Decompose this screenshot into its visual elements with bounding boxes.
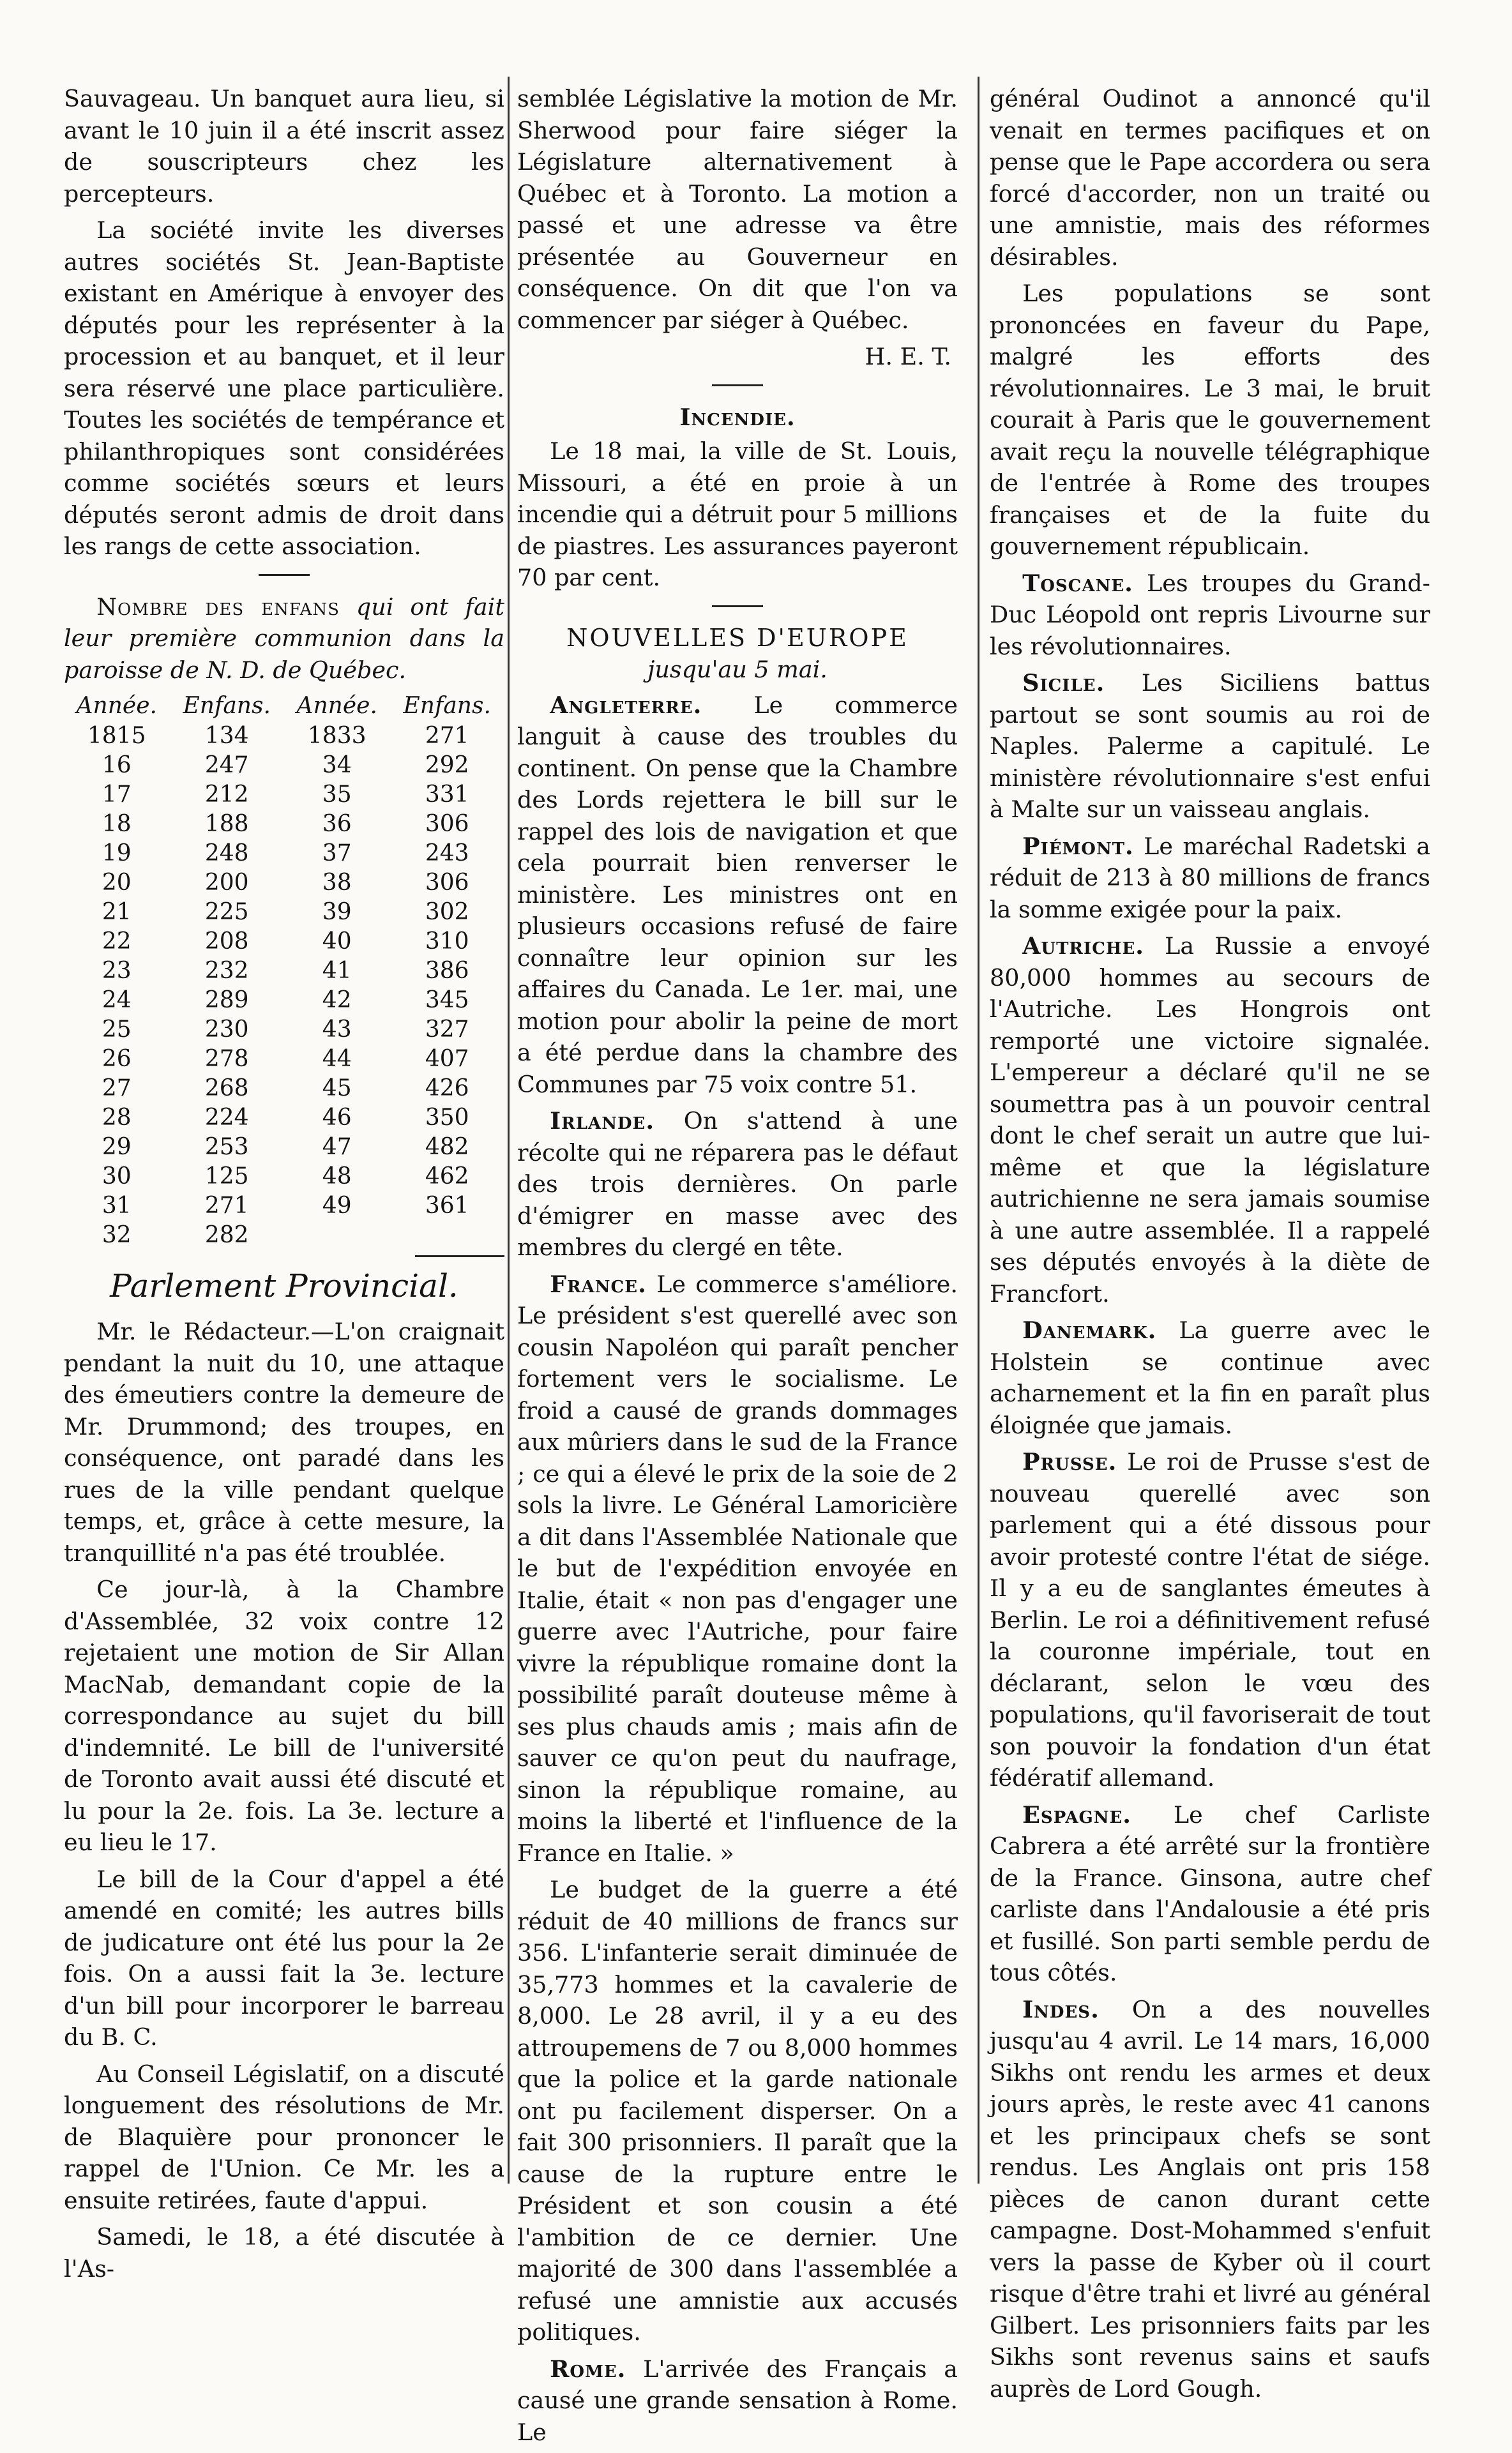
separator bbox=[415, 1255, 504, 1257]
table-cell: 30 bbox=[102, 1163, 132, 1189]
table-row bbox=[64, 1162, 504, 1191]
table-row bbox=[64, 1103, 504, 1133]
table-cell: 39 bbox=[322, 899, 352, 925]
table-cell: 212 bbox=[204, 781, 249, 808]
paragraph bbox=[990, 1994, 1430, 2405]
paragraph bbox=[990, 667, 1430, 826]
table-cell: 306 bbox=[425, 870, 469, 896]
country-lead: Sicile. bbox=[1022, 669, 1105, 697]
table-cell: 125 bbox=[204, 1163, 249, 1189]
country-text: Le commerce languit à cause des troubles du continent. On pense que la Chambre des Lords rejettera le bill sur le rappel des lois de navigation et que cela pourrait bien renverser le ministère. Les ministres ont en plusieurs occasions refusé de faire connaître leur opinion sur les affaires du Canada. Le 1er. mai, une motion pour abolir la peine de mort a été perdue dans la chambre des Communes par 75 voix contre 51. bbox=[517, 691, 958, 1098]
table-cell: 25 bbox=[102, 1016, 132, 1043]
separator bbox=[712, 384, 763, 386]
paragraph: Le budget de la guerre a été réduit de 40 millions de francs sur 356. L'infanterie serait diminuée de 35,773 hommes et la cavalerie de 8,000. Le 28 avril, il y a eu des attroupemens de 7 ou 8,000 hommes que la police et la garde nationale ont pu facilement disperser. On a fait 300 prisonniers. Il paraît que la cause de la rupture entre le Président et son cousin a été l'ambition de ce dernier. Une majorité de 300 dans l'assemblée a refusé une amnistie aux accusés politiques. bbox=[517, 1876, 958, 2346]
table-header: Enfans. bbox=[183, 693, 271, 719]
table-cell: 225 bbox=[204, 899, 249, 925]
table-cell: 268 bbox=[204, 1075, 249, 1101]
table-cell: 20 bbox=[102, 870, 132, 896]
paragraph: Samedi, le 18, a été discutée à l'As- bbox=[64, 2223, 504, 2283]
table-cell: 23 bbox=[102, 958, 132, 984]
table-row bbox=[64, 751, 504, 780]
table-cell: 243 bbox=[425, 840, 469, 866]
table-row bbox=[64, 1015, 504, 1045]
table-cell: 17 bbox=[102, 781, 132, 808]
table-row bbox=[64, 956, 504, 986]
country-text: Les troupes du Grand-Duc Léopold ont repris Livourne sur les révolutionnaires. bbox=[990, 569, 1430, 660]
table-cell: 44 bbox=[322, 1046, 352, 1072]
table-cell: 482 bbox=[425, 1134, 469, 1160]
paragraph bbox=[990, 568, 1430, 663]
paragraph bbox=[990, 1446, 1430, 1794]
table-cell: 462 bbox=[425, 1163, 469, 1189]
table-cell: 271 bbox=[204, 1193, 249, 1219]
paragraph bbox=[517, 1105, 958, 1264]
table-cell: 48 bbox=[322, 1163, 352, 1189]
paragraph bbox=[990, 831, 1430, 926]
country-lead: Angleterre. bbox=[550, 691, 702, 719]
country-text: Le roi de Prusse s'est de nouveau querellé avec son parlement qui a été dissous pour avoir protesté contre l'état de siége. Il y a eu de sanglantes émeutes à Berlin. Le roi a définitivement refusé la couronne impériale, tout en déclarant, selon le vœu des populations, qu'il favoriserait de tout son pouvoir la fondation d'un état fédératif allemand. bbox=[990, 1448, 1430, 1792]
table-row bbox=[64, 927, 504, 956]
country-lead: Piémont. bbox=[1022, 832, 1134, 860]
table-cell: 37 bbox=[322, 840, 352, 866]
table-header: Enfans. bbox=[403, 693, 491, 719]
paragraph: semblée Législative la motion de Mr. Sherwood pour faire siéger la Législature alternativement à Québec et à Toronto. La motion a passé et une adresse va être présentée au Gouverneur en conséquence. On dit que l'on va commencer par siéger à Québec. bbox=[517, 85, 958, 334]
table-cell: 271 bbox=[425, 723, 469, 749]
table-cell: 28 bbox=[102, 1105, 132, 1131]
table-caption bbox=[64, 591, 504, 686]
table-cell: 35 bbox=[322, 781, 352, 808]
communion-table bbox=[64, 691, 504, 1250]
country-lead: Espagne. bbox=[1022, 1800, 1132, 1829]
table-cell: 27 bbox=[102, 1075, 132, 1101]
table-cell: 24 bbox=[102, 987, 132, 1013]
table-cell bbox=[389, 1221, 504, 1250]
country-lead: Irlande. bbox=[550, 1107, 655, 1135]
table-row bbox=[64, 898, 504, 927]
country-lead: Indes. bbox=[1022, 1995, 1100, 2023]
table-cell: 361 bbox=[425, 1193, 469, 1219]
table-header: Année. bbox=[76, 693, 157, 719]
table-cell: 426 bbox=[425, 1075, 469, 1101]
table-caption-lead: Nombre des enfans bbox=[96, 592, 340, 621]
table-row bbox=[64, 780, 504, 810]
table-cell bbox=[284, 1221, 389, 1250]
table-cell: 208 bbox=[204, 928, 249, 955]
section-heading: Incendie. bbox=[679, 403, 796, 431]
table-cell: 21 bbox=[102, 899, 132, 925]
table-cell: 43 bbox=[322, 1016, 352, 1043]
signature: H. E. T. bbox=[865, 343, 951, 370]
table-cell: 224 bbox=[204, 1105, 249, 1131]
table-cell: 310 bbox=[425, 928, 469, 955]
table-cell: 278 bbox=[204, 1046, 249, 1072]
table-cell: 1815 bbox=[87, 723, 146, 749]
table-row bbox=[64, 810, 504, 839]
table-cell: 29 bbox=[102, 1134, 132, 1160]
country-text: Le commerce s'améliore. Le président s'est querellé avec son cousin Napoléon qui paraît pencher fortement vers le socialisme. Le froid a causé de grands dommages aux mûriers dans le sud de la France ; ce qui a élevé le prix de la soie de 2 sols la livre. Le Général Lamoricière a dit dans l'Assemblée Nationale que le but de l'expédition envoyée en Italie, était « non pas d'engager une guerre avec l'Autriche, pour faire vivre la république romaine dont la possibilité paraît douteuse même à ses plus chauds amis ; mais afin de sauver ce qu'on peut du naufrage, sinon la république romaine, au moins la liberté et l'influence de la France en Italie. » bbox=[517, 1270, 958, 1867]
country-text: La guerre avec le Holstein se continue avec acharnement et la fin en paraît plus éloignée que jamais. bbox=[990, 1317, 1430, 1439]
column-left bbox=[64, 83, 504, 2290]
country-lead: Toscane. bbox=[1022, 569, 1133, 597]
country-text: L'arrivée des Français a causé une grande sensation à Rome. Le bbox=[517, 2355, 958, 2446]
paragraph bbox=[517, 1269, 958, 1869]
country-text: La Russie a envoyé 80,000 hommes au secours de l'Autriche. Les Hongrois ont remporté une victoire signalée. L'empereur a déclaré qu'il ne se soumettra pas à un pouvoir central dont le chef serait un autre que lui-même et que la législature autrichienne ne sera jamais soumise à une autre assemblée. Il a rappelé ses députés envoyés à la diète de Francfort. bbox=[990, 932, 1430, 1308]
table-cell: 302 bbox=[425, 899, 469, 925]
column-right bbox=[990, 83, 1430, 2410]
table-cell: 38 bbox=[322, 870, 352, 896]
table-cell: 350 bbox=[425, 1105, 469, 1131]
separator bbox=[712, 605, 763, 607]
table-cell: 232 bbox=[204, 958, 249, 984]
section-heading: NOUVELLES D'EUROPE bbox=[566, 623, 909, 652]
paragraph: Les populations se sont prononcées en faveur du Pape, malgré les efforts des révolutionnaires. Le 3 mai, le bruit courait à Paris que le gouvernement avait reçu la nouvelle télégraphique de l'entrée à Rome des troupes françaises et de la fuite du gouvernement républicain. bbox=[990, 280, 1430, 560]
table-cell: 26 bbox=[102, 1046, 132, 1072]
column-rule bbox=[978, 77, 979, 2184]
table-cell: 18 bbox=[102, 811, 132, 837]
table-row bbox=[64, 839, 504, 868]
country-lead: Rome. bbox=[550, 2355, 626, 2383]
paragraph bbox=[517, 690, 958, 1101]
country-text: On s'attend à une récolte qui ne réparera pas le défaut des trois dernières. On parle d'émigrer en masse avec des membres du clergé en tête. bbox=[517, 1107, 958, 1261]
paragraph: Sauvageau. Un banquet aura lieu, si avant le 10 juin il a été inscrit assez de souscripteurs chez les percepteurs. bbox=[64, 85, 504, 208]
table-cell: 49 bbox=[322, 1193, 352, 1219]
table-cell: 345 bbox=[425, 987, 469, 1013]
country-text: Le chef Carliste Cabrera a été arrêté sur la frontière de la France. Ginsona, autre chef carliste dans l'Andalousie a été pris et fusillé. Son parti semble perdu de tous côtés. bbox=[990, 1800, 1430, 1986]
paragraph: général Oudinot a annoncé qu'il venait en termes pacifiques et on pense que le Pape accordera ou sera forcé d'accorder, non un traité ou une amnistie, mais des réformes désirables. bbox=[990, 85, 1430, 271]
table-row bbox=[64, 868, 504, 898]
table-row bbox=[64, 1133, 504, 1162]
table-body bbox=[64, 721, 504, 1250]
table-cell: 19 bbox=[102, 840, 132, 866]
table-cell: 46 bbox=[322, 1105, 352, 1131]
table-cell: 188 bbox=[204, 811, 249, 837]
paragraph bbox=[990, 1315, 1430, 1441]
table-cell: 306 bbox=[425, 811, 469, 837]
paragraph: Le bill de la Cour d'appel a été amendé en comité; les autres bills de judicature ont été lus pour la 2e fois. On a aussi fait la 3e. lecture d'un bill pour incorporer le barreau du B. C. bbox=[64, 1865, 504, 2051]
table-cell: 248 bbox=[204, 840, 249, 866]
section-heading: Parlement Provincial. bbox=[110, 1267, 458, 1304]
section-subheading: jusqu'au 5 mai. bbox=[647, 656, 828, 683]
paragraph bbox=[517, 2353, 958, 2449]
table-cell: 22 bbox=[102, 928, 132, 955]
table-row bbox=[64, 1191, 504, 1221]
table-cell: 289 bbox=[204, 987, 249, 1013]
paragraph bbox=[990, 1799, 1430, 1989]
table-cell: 42 bbox=[322, 987, 352, 1013]
table-cell: 45 bbox=[322, 1075, 352, 1101]
table-cell: 292 bbox=[425, 752, 469, 778]
table-caption-rest: qui ont fait leur première communion dans la paroisse de N. D. de Québec. bbox=[64, 592, 504, 684]
table-header: Année. bbox=[296, 693, 377, 719]
country-lead: Autriche. bbox=[1022, 932, 1144, 960]
table-cell: 386 bbox=[425, 958, 469, 984]
column-middle bbox=[517, 83, 958, 2453]
table-row bbox=[64, 721, 504, 751]
table-cell: 407 bbox=[425, 1046, 469, 1072]
table-cell: 47 bbox=[322, 1134, 352, 1160]
table-row bbox=[64, 986, 504, 1015]
paragraph: Mr. le Rédacteur.—L'on craignait pendant la nuit du 10, une attaque des émeutiers contre la demeure de Mr. Drummond; des troupes, en conséquence, ont paradé dans les rues de la ville pendant quelque temps, et, grâce à cette mesure, la tranquillité n'a pas été troublée. bbox=[64, 1318, 504, 1567]
table-row bbox=[64, 1221, 504, 1250]
country-text: Le maréchal Radetski a réduit de 213 à 80 millions de francs la somme exigée pour la paix. bbox=[990, 832, 1430, 923]
paragraph bbox=[990, 930, 1430, 1310]
table-cell: 41 bbox=[322, 958, 352, 984]
country-lead: France. bbox=[550, 1270, 647, 1298]
separator bbox=[259, 574, 310, 576]
table-cell: 16 bbox=[102, 752, 132, 778]
country-text: On a des nouvelles jusqu'au 4 avril. Le 14 mars, 16,000 Sikhs ont rendu les armes et deux jours après, le reste avec 41 canons et les principaux chefs se sont rendus. Les Anglais ont pris 158 pièces de canon durant cette campagne. Dost-Mohammed s'enfuit vers la passe de Kyber où il court risque d'être trahi et livré au général Gilbert. Les prisonniers faits par les Sikhs sont revenus sains et saufs auprès de Lord Gough. bbox=[990, 1995, 1430, 2403]
country-text: Les Siciliens battus partout se sont soumis au roi de Naples. Palerme a capitulé. Le ministère révolutionnaire s'est enfui à Malte sur un vaisseau anglais. bbox=[990, 669, 1430, 823]
country-lead: Prusse. bbox=[1022, 1448, 1117, 1476]
table-header-row bbox=[64, 691, 504, 721]
table-cell: 31 bbox=[102, 1193, 132, 1219]
paragraph: Au Conseil Législatif, on a discuté longuement des résolutions de Mr. de Blaquière pour prononcer le rappel de l'Union. Ce Mr. les a ensuite retirées, faute d'appui. bbox=[64, 2060, 504, 2214]
paragraph: Le 18 mai, la ville de St. Louis, Missouri, a été en proie à un incendie qui a détruit pour 5 millions de piastres. Les assurances payeront 70 par cent. bbox=[517, 437, 958, 591]
table-cell: 247 bbox=[204, 752, 249, 778]
table-cell: 253 bbox=[204, 1134, 249, 1160]
table-cell: 327 bbox=[425, 1016, 469, 1043]
table-row bbox=[64, 1045, 504, 1074]
table-cell: 200 bbox=[204, 870, 249, 896]
paragraph: Ce jour-là, à la Chambre d'Assemblée, 32 voix contre 12 rejetaient une motion de Sir Allan MacNab, demandant copie de la correspondance au sujet du bill d'indemnité. Le bill de l'université de Toronto avait aussi été discuté et lu pour la 2e. fois. La 3e. lecture a eu lieu le 17. bbox=[64, 1576, 504, 1856]
table-cell: 36 bbox=[322, 811, 352, 837]
table-cell: 230 bbox=[204, 1016, 249, 1043]
column-rule bbox=[508, 77, 510, 2184]
table-cell: 32 bbox=[102, 1222, 132, 1248]
table-cell: 331 bbox=[425, 781, 469, 808]
table-row bbox=[64, 1074, 504, 1103]
country-lead: Danemark. bbox=[1022, 1317, 1157, 1344]
table-cell: 40 bbox=[322, 928, 352, 955]
paragraph: La société invite les diverses autres sociétés St. Jean-Baptiste existant en Amérique à envoyer des députés pour les représenter à la procession et au banquet, et il leur sera réservé une place particulière. Toutes les sociétés de tempérance et philanthropiques sont considérées comme sociétés sœurs et leurs députés seront admis de droit dans les rangs de cette association. bbox=[64, 216, 504, 560]
table-cell: 34 bbox=[322, 752, 352, 778]
table-cell: 134 bbox=[204, 723, 249, 749]
table-cell: 282 bbox=[204, 1222, 249, 1248]
table-cell: 1833 bbox=[307, 723, 367, 749]
